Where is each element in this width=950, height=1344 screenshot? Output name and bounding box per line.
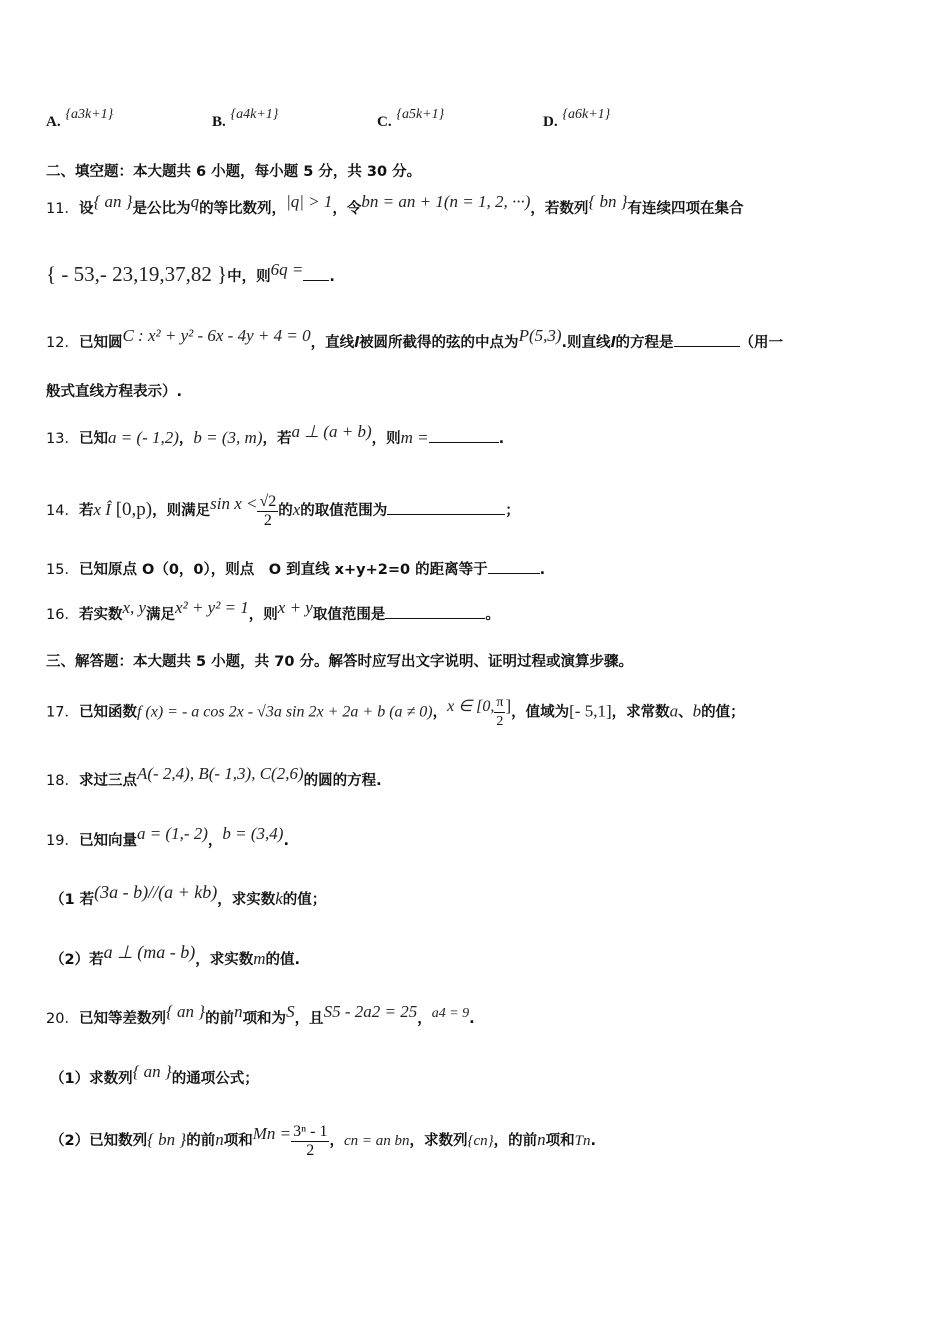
- math: { bn }: [147, 1130, 187, 1149]
- numerator: π: [494, 694, 505, 713]
- question-11-line-1: [46, 192, 910, 221]
- text: .则直线: [561, 335, 611, 351]
- part-label: （2）若: [50, 952, 104, 968]
- math: { an }: [165, 1002, 206, 1021]
- math: x: [292, 500, 301, 519]
- text: ，: [329, 1133, 344, 1149]
- math: sin x <: [210, 494, 258, 513]
- math: b = (3, m): [193, 428, 263, 447]
- option-b: [212, 104, 279, 130]
- text: ，令: [332, 201, 362, 217]
- option-label: B.: [212, 114, 226, 130]
- option-expr: {a5k+1}: [396, 107, 445, 122]
- part-label: （1）求数列: [50, 1071, 133, 1087]
- option-c: [377, 104, 445, 130]
- math: x² + y² = 1: [175, 598, 249, 617]
- text: 若实数: [78, 607, 123, 623]
- text: ，且: [294, 1011, 324, 1027]
- text: 已知: [78, 431, 108, 447]
- text: ，: [417, 1011, 432, 1027]
- math: a ⊥ (a + b): [291, 422, 372, 441]
- math: { bn }: [588, 192, 628, 211]
- math: a ⊥ (ma - b): [103, 942, 196, 962]
- text: .: [590, 1133, 597, 1149]
- numerator: 3ⁿ - 1: [293, 1122, 328, 1140]
- denominator: 2: [263, 511, 272, 529]
- option-expr: {a3k+1}: [65, 107, 114, 122]
- text: ，若数列: [530, 201, 589, 217]
- question-number: 20．: [46, 1011, 79, 1027]
- question-14: [46, 490, 910, 531]
- question-16: [46, 598, 910, 627]
- math: m =: [400, 428, 429, 447]
- math: n: [537, 1130, 546, 1149]
- text: 已知向量: [78, 833, 137, 849]
- option-label: C.: [377, 114, 392, 130]
- question-number: 16．: [46, 607, 79, 623]
- text: l: [610, 335, 616, 351]
- text: ，求实数: [195, 952, 254, 968]
- math: {cn}: [467, 1133, 494, 1149]
- math: |q| > 1: [286, 192, 333, 211]
- text: 的取值范围为: [300, 503, 388, 519]
- answer-blank[interactable]: [387, 500, 505, 515]
- text: 求过三点: [78, 773, 137, 789]
- text: .: [283, 833, 289, 849]
- math: x ∈ [0,: [447, 697, 495, 715]
- math: P(5,3): [518, 326, 562, 345]
- text: 有连续四项在集合: [627, 201, 744, 217]
- math: a4 = 9: [431, 1006, 470, 1021]
- math: k: [275, 889, 283, 908]
- math: n: [234, 1002, 243, 1021]
- question-number: 15．: [46, 562, 79, 578]
- math: C : x² + y² - 6x - 4y + 4 = 0: [122, 326, 311, 345]
- math: x, y: [122, 598, 147, 617]
- text: ，则满足: [152, 503, 211, 519]
- text: 、: [678, 704, 693, 721]
- section-heading-solutions: 三、解答题：本大题共 5 小题，共 70 分。解答时应写出文字说明、证明过程或演算步骤。: [46, 654, 633, 670]
- text: ，求实数: [217, 892, 276, 908]
- fraction: [291, 1123, 329, 1160]
- question-number: 19．: [46, 833, 79, 849]
- question-number: 18．: [46, 773, 79, 789]
- text: 设: [78, 201, 94, 217]
- question-18: [46, 764, 910, 793]
- part-label: （1 若: [50, 892, 95, 908]
- math: Mn =: [252, 1124, 292, 1143]
- math: S: [286, 1002, 295, 1021]
- denominator: 2: [306, 1141, 315, 1159]
- option-expr: {a6k+1}: [562, 107, 611, 122]
- text: .: [498, 431, 505, 447]
- text: ，求常数: [611, 704, 670, 721]
- text: .: [329, 269, 335, 285]
- question-11-line-2: [46, 262, 910, 289]
- text: 已知函数: [78, 704, 137, 721]
- question-20: [46, 1002, 910, 1032]
- text: 是公比为: [132, 201, 191, 217]
- option-d: [543, 104, 611, 130]
- math: (3a - b)//(a + kb): [94, 882, 218, 902]
- fraction: [494, 694, 505, 731]
- text: 中，则: [227, 269, 271, 285]
- text: .: [469, 1011, 475, 1027]
- text: ；: [505, 503, 520, 519]
- text: ，则: [248, 607, 278, 623]
- math: q: [190, 192, 200, 211]
- denominator: 2: [496, 714, 504, 729]
- math: cn = an bn: [343, 1133, 410, 1149]
- text: 的值.: [265, 952, 301, 968]
- text: 的前: [205, 1011, 235, 1027]
- math: A(- 2,4), B(- 1,3), C(2,6): [136, 764, 304, 783]
- fraction: [257, 493, 278, 530]
- math: ]: [505, 695, 512, 715]
- text: 。: [485, 607, 500, 623]
- question-13: [46, 422, 910, 451]
- question-number: 12．: [46, 335, 79, 351]
- text: ，直线: [310, 335, 355, 351]
- question-number: 14．: [46, 503, 79, 519]
- text: ，若: [262, 431, 292, 447]
- part-label: （2）已知数列: [50, 1133, 148, 1149]
- option-expr: {a4k+1}: [230, 107, 279, 122]
- question-number: 11．: [46, 201, 79, 217]
- math: [0,p): [115, 499, 153, 520]
- math: S5 - 2a2 = 25: [323, 1002, 418, 1021]
- text: （用一: [739, 335, 784, 351]
- section-heading-fill-in: 二、填空题：本大题共 6 小题，每小题 5 分，共 30 分。: [46, 164, 422, 180]
- math: n: [215, 1130, 224, 1149]
- text: 的值；: [701, 704, 745, 721]
- text: 项和: [223, 1133, 253, 1149]
- question-19: [46, 824, 910, 853]
- text: ，则: [371, 431, 401, 447]
- question-number: 17．: [46, 704, 79, 721]
- math: bn = an + 1(n = 1, 2, ···): [361, 192, 531, 211]
- text: 已知等差数列: [78, 1011, 166, 1027]
- text: ，: [207, 833, 223, 849]
- math: a = (1,- 2): [136, 824, 208, 843]
- question-15: [46, 557, 910, 582]
- question-20-part-2: [50, 1120, 910, 1161]
- answer-blank[interactable]: [303, 266, 329, 281]
- text: .: [539, 562, 546, 578]
- text: ，: [432, 704, 448, 721]
- option-label: D.: [543, 114, 558, 130]
- text: 项和为: [242, 1011, 287, 1027]
- option-label: A.: [46, 114, 61, 130]
- math: a: [669, 701, 679, 721]
- text: 的: [278, 503, 293, 519]
- text: 的等比数列，: [199, 201, 287, 217]
- math: x + y: [277, 598, 313, 617]
- text: ，: [178, 431, 194, 447]
- question-12-line-1: [46, 326, 910, 355]
- numerator: √2: [259, 492, 277, 510]
- math: b: [692, 701, 702, 721]
- question-number: 13．: [46, 431, 79, 447]
- text: 满足: [146, 607, 176, 623]
- math: m: [253, 949, 266, 968]
- text: 的前: [186, 1133, 216, 1149]
- text: 已知原点 O（0，0），则点 O 到直线 x+y+2=0 的距离等于: [78, 562, 488, 578]
- math: 6q =: [270, 260, 304, 279]
- math: f (x) = - a cos 2x - √3a sin 2x + 2a + b (a ≠ 0): [136, 703, 433, 721]
- question-20-part-1: [50, 1062, 910, 1091]
- question-19-part-1: [50, 882, 910, 912]
- question-19-part-2: [50, 942, 910, 972]
- text: 的方程是: [615, 335, 674, 351]
- answer-blank[interactable]: [488, 559, 540, 574]
- text: ，求数列: [409, 1133, 468, 1149]
- text: 的值；: [282, 892, 327, 908]
- math: { an }: [132, 1062, 172, 1081]
- math: x Î: [93, 500, 111, 519]
- math: { an }: [93, 192, 133, 211]
- text: 的通项公式；: [171, 1071, 259, 1087]
- answer-blank[interactable]: [429, 428, 499, 443]
- text: ，的前: [493, 1133, 538, 1149]
- text: 取值范围是: [312, 607, 386, 623]
- text: 项和: [545, 1133, 575, 1149]
- answer-blank[interactable]: [674, 332, 740, 347]
- text: 的圆的方程.: [303, 773, 382, 789]
- text: l: [354, 335, 360, 351]
- option-a: [46, 104, 114, 130]
- math: a = (- 1,2): [107, 428, 179, 447]
- math: Tn: [574, 1133, 591, 1149]
- answer-blank[interactable]: [385, 604, 485, 619]
- question-17: [46, 694, 910, 731]
- text: 已知圆: [78, 335, 123, 351]
- math: [- 5,1]: [569, 701, 612, 721]
- math: b = (3,4): [222, 824, 284, 843]
- question-12-line-2: 般式直线方程表示）.: [46, 384, 183, 400]
- math: { - 53,- 23,19,37,82 }: [46, 262, 228, 286]
- text: ，值域为: [511, 704, 570, 721]
- text: 若: [78, 503, 94, 519]
- text: 被圆所截得的弦的中点为: [359, 335, 519, 351]
